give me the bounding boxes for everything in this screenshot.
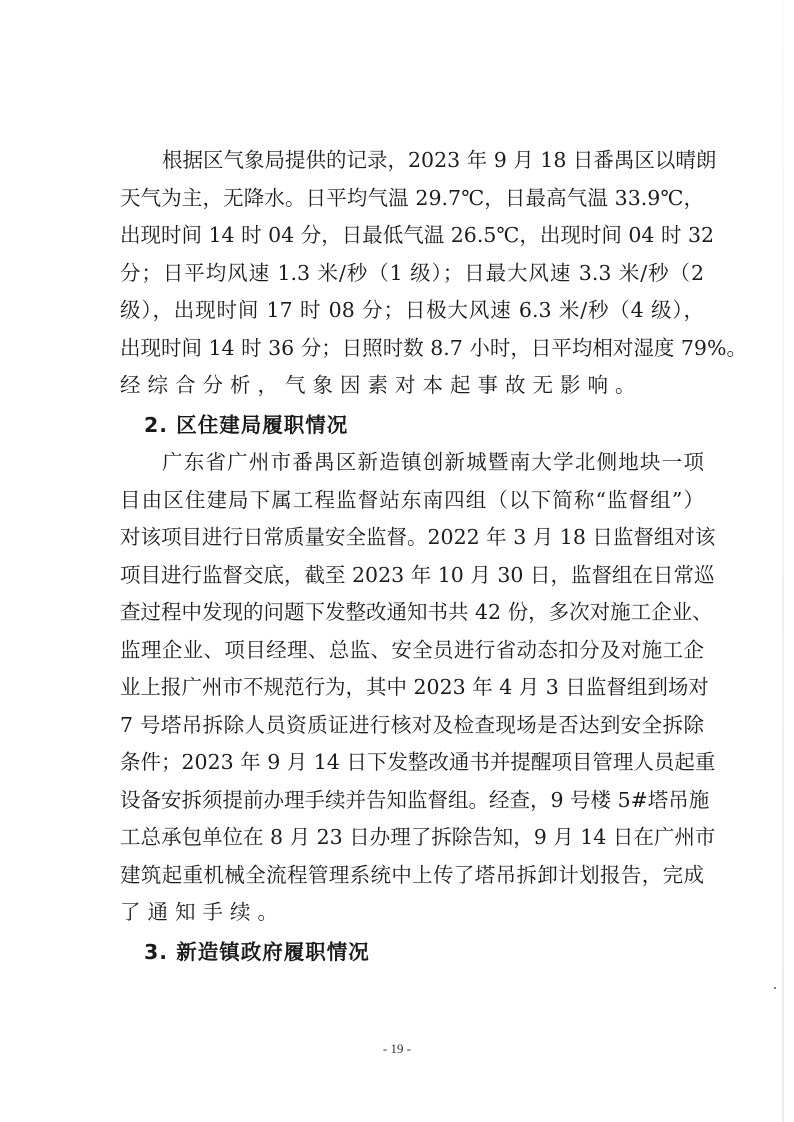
text-line: 根据区气象局提供的记录，2023 年 9 月 18 日番禺区以晴朗: [162, 148, 717, 172]
paragraph-housing-bureau: [120, 444, 716, 932]
section-heading-town-government: 3. 新造镇政府履职情况: [144, 939, 370, 964]
document-body: [120, 142, 747, 971]
text-line: 监理企业、项目经理、总监、安全员进行省动态扣分及对施工企: [120, 637, 704, 662]
scan-dust-artifact: [774, 987, 776, 989]
text-line: 对该项目进行日常质量安全监督。2022 年 3 月 18 日监督组对该: [120, 525, 716, 549]
page-number: - 19 -: [382, 1041, 412, 1056]
text-line: 查过程中发现的问题下发整改通知书共 42 份，多次对施工企业、: [120, 600, 713, 624]
text-line: 级），出现时间 17 时 08 分；日极大风速 6.3 米/秒（4 级），: [120, 298, 704, 322]
text-line: 广东省广州市番禺区新造镇创新城暨南大学北侧地块一项: [162, 450, 704, 474]
text-line: 分；日平均风速 1.3 米/秒（1 级）；日最大风速 3.3 米/秒（2: [120, 260, 704, 285]
text-line: 项目进行监督交底，截至 2023 年 10 月 30 日，监督组在日常巡: [120, 562, 715, 587]
text-line: 出现时间 14 时 04 分，日最低气温 26.5℃，出现时间 04 时 32: [120, 223, 715, 247]
paragraph-weather: [120, 142, 747, 405]
scan-edge-artifact: [782, 0, 784, 1122]
text-line: 条件；2023 年 9 月 14 日下发整改通书并提醒项目管理人员起重: [120, 750, 716, 774]
text-line: 目由区住建局下属工程监督站东南四组（以下简称“监督组”）: [120, 487, 704, 512]
text-line: 设备安拆须提前办理手续并告知监督组。经查，9 号楼 5#塔吊施: [120, 787, 710, 812]
text-line: 了通知手续。: [120, 900, 285, 924]
text-line: 天气为主，无降水。日平均气温 29.7℃，日最高气温 33.9℃，: [120, 185, 704, 210]
text-line: 出现时间 14 时 36 分；日照时数 8.7 小时，日平均相对湿度 79%。: [120, 335, 747, 360]
text-line: 业上报广州市不规范行为，其中 2023 年 4 月 3 日监督组到场对: [120, 675, 709, 699]
section-heading-housing-bureau: 2. 区住建局履职情况: [144, 412, 349, 437]
text-line: 经综合分析，气象因素对本起事故无影响。: [120, 373, 643, 397]
text-line: 建筑起重机械全流程管理系统中上传了塔吊拆卸计划报告，完成: [120, 862, 704, 887]
text-line: 7 号塔吊拆除人员资质证进行核对及检查现场是否达到安全拆除: [120, 712, 704, 737]
text-line: 工总承包单位在 8 月 23 日办理了拆除告知，9 月 14 日在广州市: [120, 825, 716, 849]
